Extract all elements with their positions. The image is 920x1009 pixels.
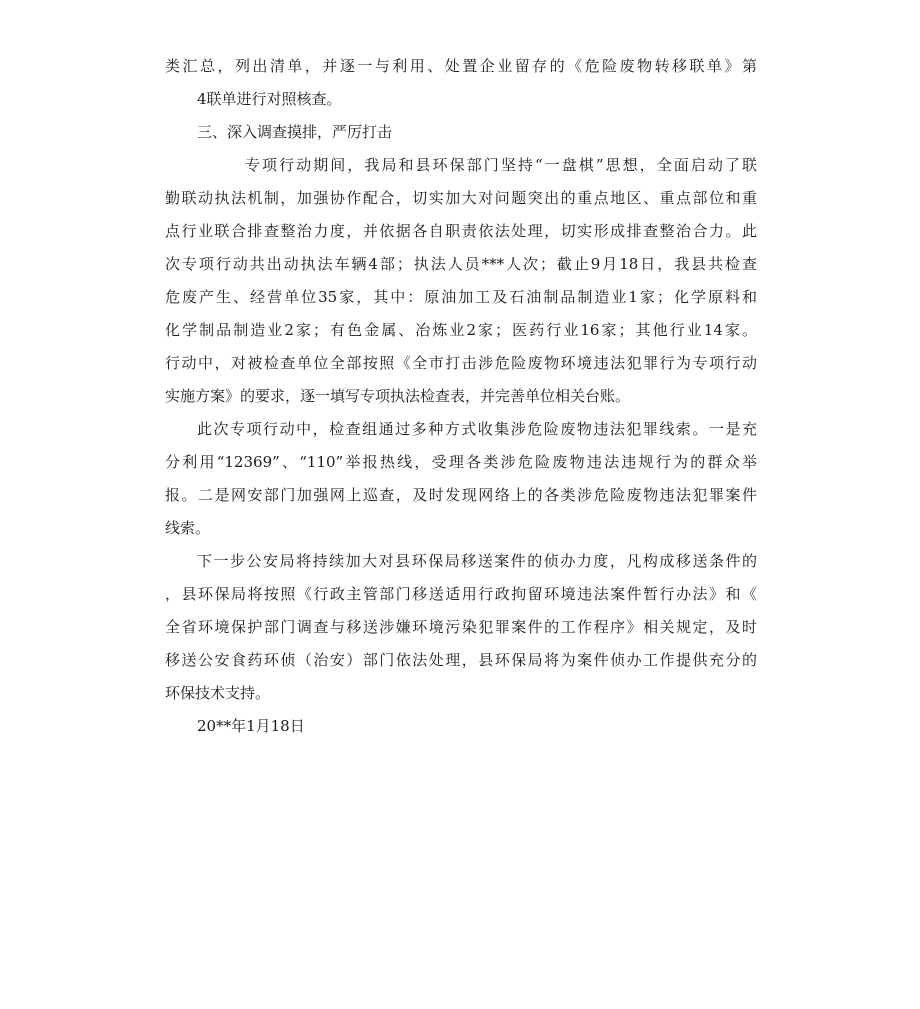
body-text-line: ，县环保局将按照《行政主管部门移送适用行政拘留环境违法案件暂行办法》和《 bbox=[165, 585, 757, 603]
section-heading: 三、深入调查摸排，严厉打击 bbox=[197, 123, 393, 141]
body-text-line: 4联单进行对照核查。 bbox=[197, 90, 342, 108]
body-text-line: 实施方案》的要求，逐一填写专项执法检查表，并完善单位相关台账。 bbox=[165, 387, 631, 405]
body-text-line: 报。二是网安部门加强网上巡查，及时发现网络上的各类涉危险废物违法犯罪案件 bbox=[165, 486, 757, 504]
body-text-line: 专项行动期间，我局和县环保部门坚持“一盘棋”思想，全面启动了联 bbox=[245, 156, 757, 174]
body-text-line: 环保技术支持。 bbox=[165, 684, 271, 702]
body-text-line: 类汇总，列出清单，并逐一与利用、处置企业留存的《危险废物转移联单》第 bbox=[165, 57, 757, 75]
document-date: 20**年1月18日 bbox=[197, 717, 305, 735]
body-text-line: 次专项行动共出动执法车辆4部；执法人员***人次；截止9月18日，我县共检查 bbox=[165, 255, 757, 273]
body-text-line: 此次专项行动中，检查组通过多种方式收集涉危险废物违法犯罪线索。一是充 bbox=[197, 420, 757, 438]
body-text-line: 下一步公安局将持续加大对县环保局移送案件的侦办力度，凡构成移送条件的 bbox=[197, 552, 757, 570]
body-text-line: 线索。 bbox=[165, 519, 211, 537]
body-text-line: 行动中，对被检查单位全部按照《全市打击涉危险废物环境违法犯罪行为专项行动 bbox=[165, 354, 757, 372]
body-text-line: 移送公安食药环侦（治安）部门依法处理，县环保局将为案件侦办工作提供充分的 bbox=[165, 651, 757, 669]
document-page bbox=[165, 50, 757, 743]
body-text-line: 勤联动执法机制，加强协作配合，切实加大对问题突出的重点地区、重点部位和重 bbox=[165, 189, 757, 207]
body-text-line: 全省环境保护部门调查与移送涉嫌环境污染犯罪案件的工作程序》相关规定，及时 bbox=[165, 618, 757, 636]
body-text-line: 点行业联合排查整治力度，并依据各自职责依法处理，切实形成排查整治合力。此 bbox=[165, 222, 757, 240]
body-text-line: 危废产生、经营单位35家，其中：原油加工及石油制品制造业1家；化学原料和 bbox=[165, 288, 757, 306]
body-text-line: 分利用“12369”、“110”举报热线，受理各类涉危险废物违法违规行为的群众举 bbox=[165, 453, 757, 471]
body-text-line: 化学制品制造业2家；有色金属、冶炼业2家；医药行业16家；其他行业14家。 bbox=[165, 321, 757, 339]
